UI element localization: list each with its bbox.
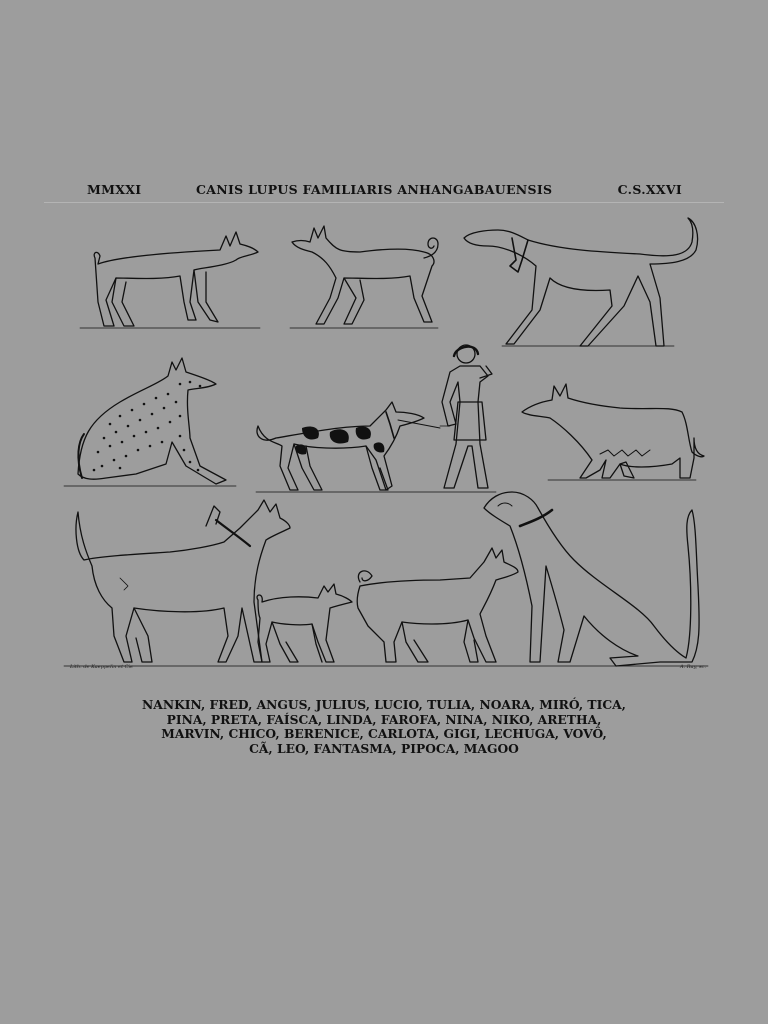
title-bar [0, 182, 768, 202]
header-divider [44, 202, 724, 203]
dog-greyhound-collar [464, 218, 698, 346]
dog-curly-tail [290, 226, 438, 328]
species-title: CANIS LUPUS FAMILIARIS ANHANGABAUENSIS [196, 182, 553, 197]
man-with-leash [440, 345, 492, 488]
dog-walking-right-1 [80, 232, 260, 328]
dog-illustration-plate [40, 206, 730, 682]
black-patches [296, 426, 385, 454]
names-line: NANKIN, FRED, ANGUS, JULIUS, LUCIO, TULIA, NOARA, MIRÓ, TICA, [142, 697, 626, 712]
dogs-pair-leashed [256, 402, 496, 492]
dog-names-list [84, 698, 684, 756]
lithographer-credit: Lith. de Kaeppelin et Cie [70, 664, 134, 670]
names-line: CÃ, LEO, FANTASMA, PIPOCA, MAGOO [249, 740, 519, 756]
dog-jackal-right [522, 384, 704, 480]
names-line: PINA, PRETA, FAÍSCA, LINDA, FAROFA, NINA, NIKO, ARETHA, [166, 711, 602, 727]
engraver-credit: A. Ray, sc. [680, 664, 706, 670]
names-line: MARVIN, CHICO, BERENICE, CARLOTA, GIGI, LECHUGA, VOVÔ, [161, 726, 607, 741]
dog-medium-curly-tail [357, 548, 518, 662]
year-label: MMXXI [87, 182, 142, 197]
plate-number: C.S.XXVI [617, 182, 682, 197]
dog-sitting-hound-collar [484, 492, 699, 666]
dog-small-puppy [257, 584, 352, 662]
dog-spotted-sitting [64, 358, 236, 486]
spots-pattern [93, 381, 202, 472]
